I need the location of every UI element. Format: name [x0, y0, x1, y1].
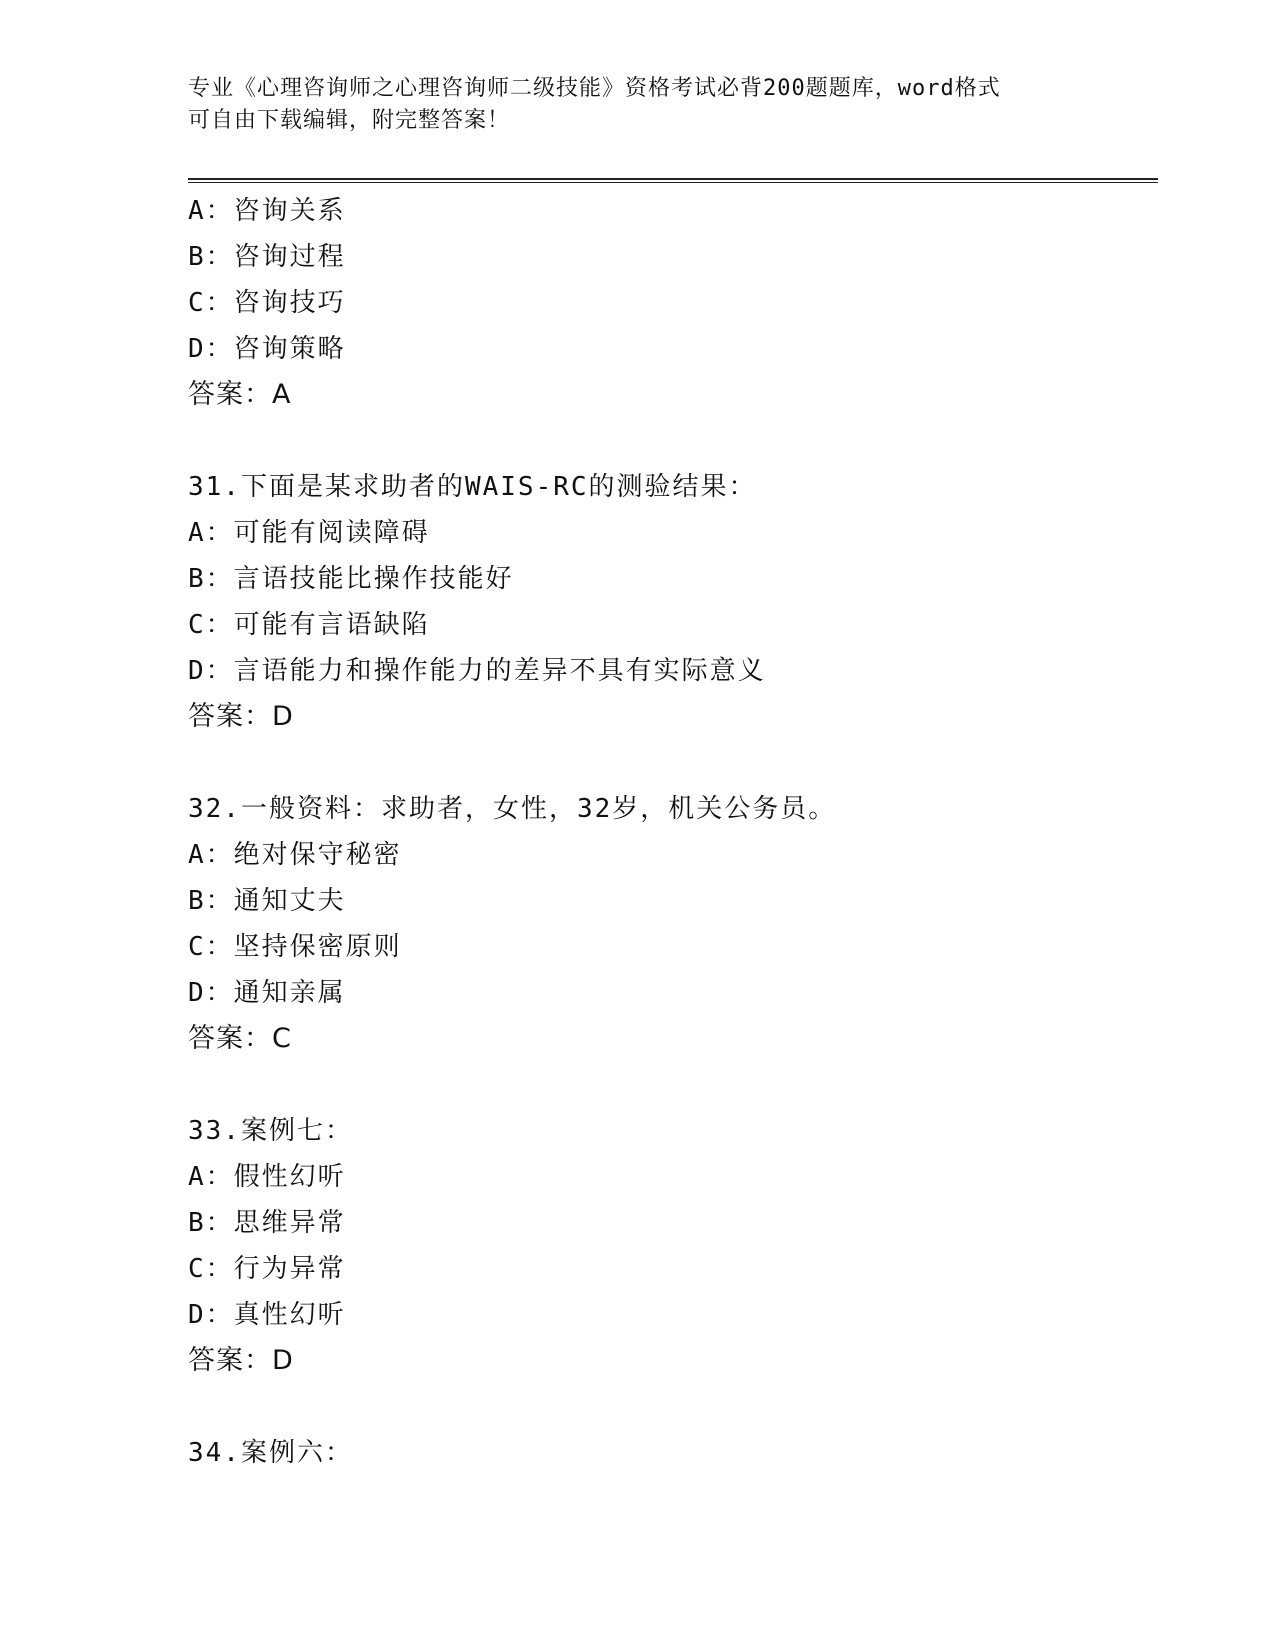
option-a: A：绝对保守秘密	[188, 840, 402, 870]
question-stem: 32.一般资料：求助者，女性，32岁，机关公务员。	[188, 794, 837, 824]
question-block-33	[188, 1108, 1168, 1384]
option-c: C：坚持保密原则	[188, 932, 402, 962]
option-c: C：可能有言语缺陷	[188, 610, 430, 640]
option-d: D：通知亲属	[188, 978, 346, 1008]
spacer	[188, 1384, 1168, 1430]
question-block-30	[188, 188, 1168, 418]
question-block-34	[188, 1430, 1168, 1476]
option-d: D：言语能力和操作能力的差异不具有实际意义	[188, 656, 766, 686]
option-d: D：真性幻听	[188, 1300, 346, 1330]
option-b: B：言语技能比操作技能好	[188, 564, 514, 594]
question-stem: 33.案例七：	[188, 1116, 353, 1146]
question-block-32	[188, 786, 1168, 1062]
option-d: D：咨询策略	[188, 334, 346, 364]
answer-line: 答案：D	[188, 701, 294, 732]
option-a: A：假性幻听	[188, 1162, 346, 1192]
option-a: A：咨询关系	[188, 196, 346, 226]
header-line-1: 专业《心理咨询师之心理咨询师二级技能》资格考试必背200题题库，word格式	[188, 76, 1001, 101]
option-b: B：通知丈夫	[188, 886, 346, 916]
option-b: B：思维异常	[188, 1208, 346, 1238]
question-stem: 34.案例六：	[188, 1438, 353, 1468]
answer-line: 答案：C	[188, 1023, 292, 1054]
question-block-31	[188, 464, 1168, 740]
answer-line: 答案：A	[188, 379, 292, 410]
spacer	[188, 418, 1168, 464]
answer-line: 答案：D	[188, 1345, 294, 1376]
question-stem: 31.下面是某求助者的WAIS-RC的测验结果：	[188, 472, 757, 502]
header-line-2: 可自由下载编辑，附完整答案！	[188, 108, 511, 133]
option-a: A：可能有阅读障碍	[188, 518, 430, 548]
option-c: C：行为异常	[188, 1254, 346, 1284]
spacer	[188, 1062, 1168, 1108]
option-c: C：咨询技巧	[188, 288, 346, 318]
header-divider	[188, 178, 1158, 183]
spacer	[188, 740, 1168, 786]
option-b: B：咨询过程	[188, 242, 346, 272]
document-header	[188, 73, 1088, 137]
question-list	[188, 188, 1168, 1476]
